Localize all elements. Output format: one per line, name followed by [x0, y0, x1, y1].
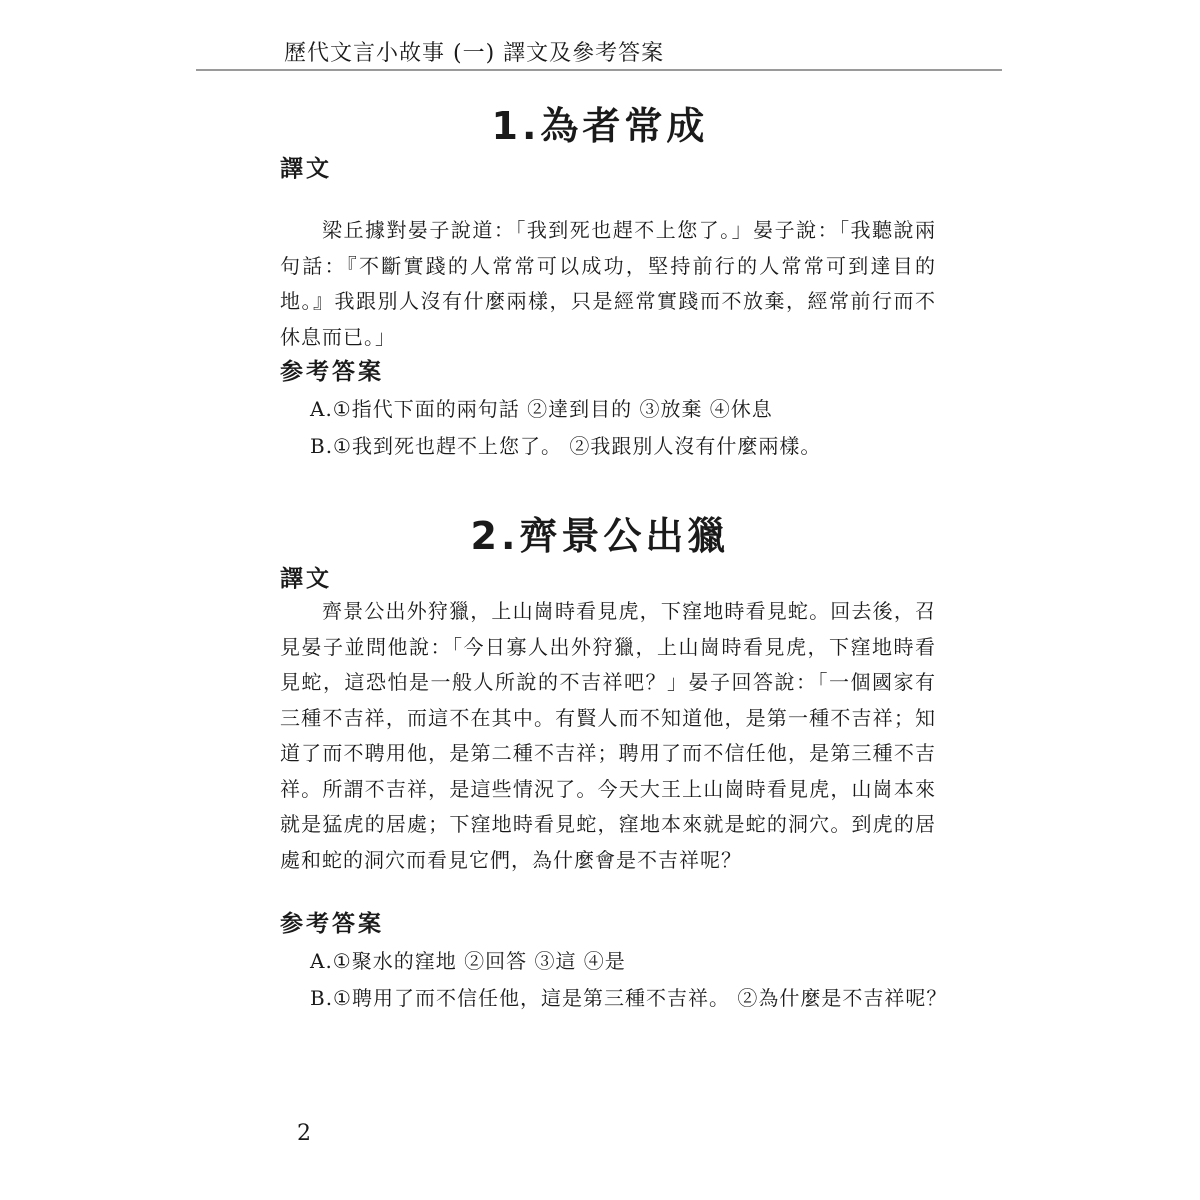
story-2-title: 2.齊景公出獵	[470, 514, 730, 558]
story-1-translation-heading: 譯文	[280, 156, 332, 182]
header-rule	[196, 69, 1002, 71]
story-1-title: 1.為者常成	[491, 104, 709, 148]
story-1-translation-text: 梁丘據對晏子說道：「我到死也趕不上您了。」晏子說：「我聽說兩句話：『不斷實踐的人常常可以成功，堅持前行的人常常可到達目的地。』我跟別人沒有什麼兩樣，只是經常實踐而不放棄，經常前行而不休息而已。」	[280, 218, 936, 349]
running-header: 歷代文言小故事 (一) 譯文及參考答案	[284, 41, 665, 66]
story-1-answers-heading: 参考答案	[280, 359, 384, 385]
story-2-answers-heading: 参考答案	[280, 911, 384, 937]
story-2-answer-a: A.①聚水的窪地 ②回答 ③這 ④是	[310, 949, 626, 973]
story-1-answer-a: A.①指代下面的兩句話 ②達到目的 ③放棄 ④休息	[310, 397, 773, 421]
page-number: 2	[297, 1121, 311, 1146]
story-2-answer-b: B.①聘用了而不信任他，這是第三種不吉祥。 ②為什麼是不吉祥呢？	[310, 986, 948, 1010]
story-2-translation-text: 齊景公出外狩獵，上山崗時看見虎，下窪地時看見蛇。回去後，召見晏子並問他說：「今日寡人出外狩獵，上山崗時看見虎，下窪地時看見蛇，這恐怕是一般人所說的不吉祥吧？」晏子回答說：「一個國家有三種不吉祥，而這不在其中。有賢人而不知道他，是第一種不吉祥；知道了而不聘用他，是第二種不吉祥；聘用了而不信任他，是第三種不吉祥。所謂不吉祥，是這些情況了。今天大王上山崗時看見虎，山崗本來就是猛虎的居處；下窪地時看見蛇，窪地本來就是蛇的洞穴。到虎的居處和蛇的洞穴而看見它們，為什麼會是不吉祥呢？	[280, 599, 936, 872]
story-2-translation-heading: 譯文	[280, 566, 332, 592]
story-1-answer-b: B.①我到死也趕不上您了。 ②我跟別人沒有什麼兩樣。	[310, 434, 822, 458]
